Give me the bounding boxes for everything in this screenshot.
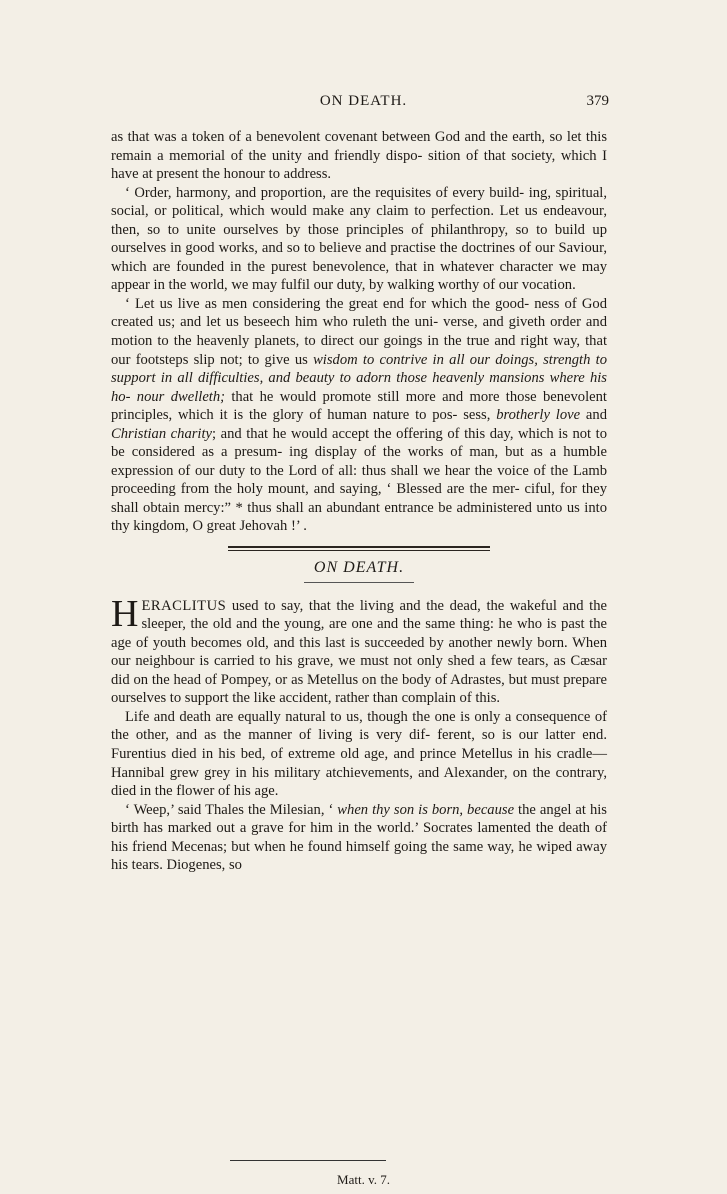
text-run: ‘ Weep,’ said Thales the Milesian, ‘ xyxy=(125,801,338,818)
text-run: that he would promote still more and more those benevolent principles, which it is the glory of human nature to pos- sess, xyxy=(111,388,607,424)
footnote: Matt. v. 7. xyxy=(337,1172,390,1187)
italic-run: wisdom to contrive in all our doings, strength to support in all difficulties, and beauty to adorn those heavenly mansions where his ho- nour dwelleth; xyxy=(111,351,608,405)
body-text xyxy=(111,128,607,875)
text-run: the angel at his birth has marked out a grave for him in the world.’ Socrates lamented the death of his friend Mecenas; but when he found himself going the same way, he wiped away his tears. Diogenes, so xyxy=(111,801,607,874)
prayer-paragraph xyxy=(111,295,607,536)
section-title: ON DEATH. xyxy=(313,559,405,577)
text-run: ‘ Let us live as men considering the great end for which the good- ness of God created us; and let us beseech him who ruleth the uni- verse, and giveth order and motion to the heavenly planets, to direct our goings in the true and right way, that our footsteps slip not; to give us xyxy=(111,295,607,368)
section-divider xyxy=(228,546,490,551)
running-head: ON DEATH. xyxy=(319,93,408,109)
text-run: ; and that he would accept the offering of this day, which is not to be considered as a presum- ing display of the works of man, but as a humble expression of our duty to the Lord of all: thus shall we hear the voice of the Lamb proceeding from the holy mount, and saying, ‘ Blessed are the mer- ciful, for they shall obtain mercy:” * thus shall an abundant entrance be administered unto us into thy kingdom, O great Jehovah !’ . xyxy=(111,425,607,535)
italic-run: when thy son is born, because xyxy=(337,801,515,818)
title-underline xyxy=(304,582,414,583)
paragraph: ‘ Order, harmony, and proportion, are the requisites of every build- ing, spiritual, social, or political, which would make any claim to perfection. Let us endeavour, then, so to unite ourselves by those principles of philanthropy, so to build up ourselves in good works, and so to believe and practise the doctrines of our Saviour, which are founded in the purest benevolence, that in whatever character we may appear in the world, we may fulfil our duty, by walking worthy of our vocation. xyxy=(111,184,607,294)
italic-run: brotherly love xyxy=(496,407,581,424)
section-paragraph xyxy=(111,801,607,875)
text-run: used to say, that the living and the dead, the wakeful and the sleeper, the old and the young, are one and the same thing: he who is past the age of youth becomes old, and this last is succeeded by another newly born. When our neighbour is carried to his grave, we must not only shed a few tears, as Cæsar did on the head of Pompey, or as Metellus on the body of Adrastes, but must prepare ourselves to support the like accident, rather than complain of this. xyxy=(111,597,607,707)
footnote-rule xyxy=(230,1160,386,1161)
page-header xyxy=(0,93,727,117)
paragraph: as that was a token of a benevolent covenant between God and the earth, so let this remain a memorial of the unity and friendly dispo- sition of that society, which I have at present the honour to address. xyxy=(111,129,607,183)
page-number: 379 xyxy=(586,93,609,109)
text-run: and xyxy=(580,407,607,424)
first-word: ERACLITUS xyxy=(141,597,227,614)
section-paragraph: Life and death are equally natural to us, though the one is only a consequence of the other, and as the manner of living is very dif- ferent, so is our latter end. Furentius died in his bed, of extreme old age, and prince Metellus in his cradle—Hannibal grew grey in his military atchievements, and Alexander, on the contrary, died in the flower of his age. xyxy=(111,708,607,800)
section-paragraph xyxy=(111,592,607,708)
drop-cap: H xyxy=(111,592,139,635)
italic-run: Christian charity xyxy=(111,425,213,442)
